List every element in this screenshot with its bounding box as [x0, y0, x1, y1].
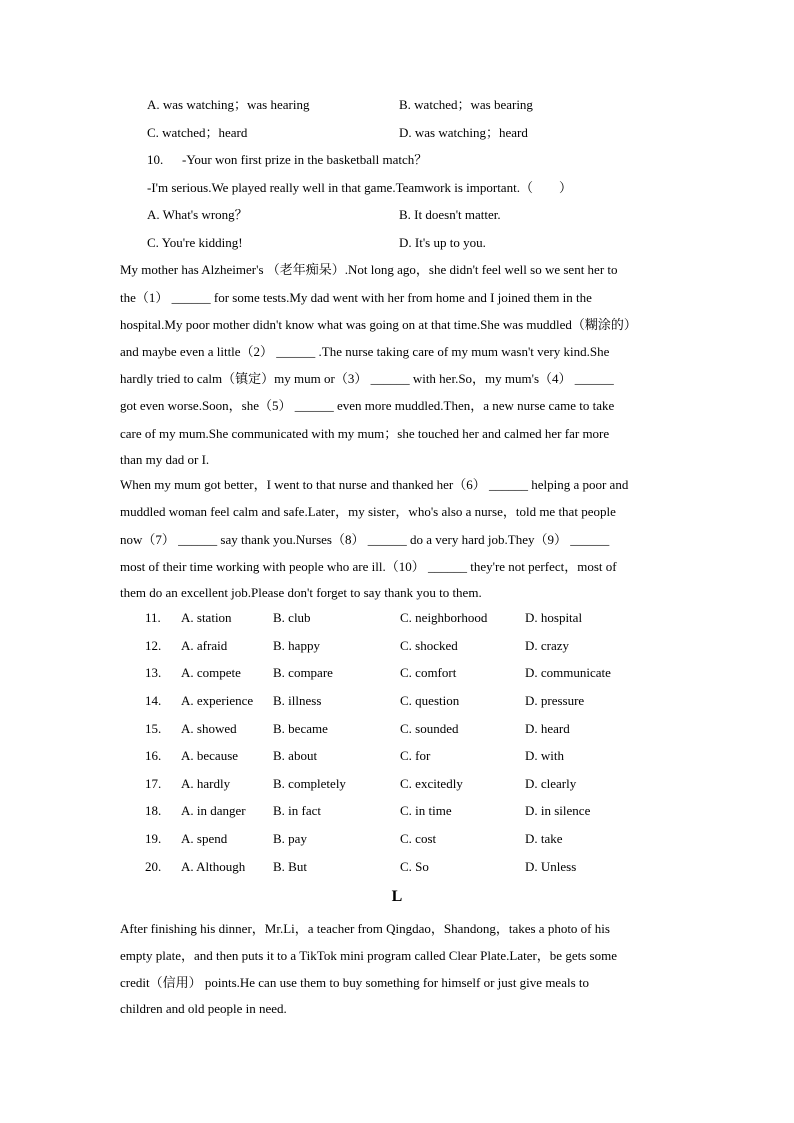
q9-option-b: B. watched；was bearing [399, 97, 533, 112]
choice-d: D. communicate [525, 665, 611, 680]
choice-c: C. question [400, 693, 460, 708]
choice-number: 20. [145, 859, 162, 874]
q9-option-c: C. watched；heard [147, 125, 248, 140]
choice-c: C. shocked [400, 638, 458, 653]
choice-d: D. in silence [525, 803, 591, 818]
choice-a: A. compete [181, 665, 241, 680]
passage-line: credit（信用） points.He can use them to buy something for himself or just give meals to [120, 975, 590, 990]
choice-a: A. station [181, 610, 232, 625]
q10-prompt: -Your won first prize in the basketball match？ [182, 152, 428, 167]
choice-d: D. take [525, 831, 563, 846]
choice-number: 11. [145, 610, 161, 625]
choice-number: 19. [145, 831, 162, 846]
choice-b: B. happy [273, 638, 320, 653]
q10-response: -I'm serious.We played really well in that game.Teamwork is important.（ ） [147, 180, 572, 195]
choice-number: 18. [145, 803, 162, 818]
passage-line: than my dad or I. [120, 452, 210, 467]
passage-line: My mother has Alzheimer's （老年痴呆）.Not long ago，she didn't feel well so we sent her to [120, 262, 618, 277]
choice-b: B. illness [273, 693, 322, 708]
choice-number: 17. [145, 776, 162, 791]
choice-a: A. showed [181, 721, 237, 736]
q10-option-c: C. You're kidding! [147, 235, 243, 250]
passage-line: most of their time working with people who are ill.（10） ______ they're not perfect，most of [120, 559, 617, 574]
choice-b: B. But [273, 859, 307, 874]
choice-d: D. heard [525, 721, 570, 736]
choice-b: B. in fact [273, 803, 322, 818]
passage-line: muddled woman feel calm and safe.Later，my sister，who's also a nurse，told me that people [120, 504, 616, 519]
choice-d: D. crazy [525, 638, 570, 653]
choice-c: C. neighborhood [400, 610, 488, 625]
passage-line: hardly tried to calm（镇定）my mum or（3） ______ with her.So，my mum's（4） ______ [120, 371, 614, 386]
choice-b: B. about [273, 748, 318, 763]
choice-number: 16. [145, 748, 162, 763]
choice-a: A. because [181, 748, 239, 763]
q9-option-a: A. was watching；was hearing [147, 97, 310, 112]
choice-b: B. compare [273, 665, 333, 680]
choice-d: D. Unless [525, 859, 577, 874]
q9-option-d: D. was watching；heard [399, 125, 528, 140]
passage-line: hospital.My poor mother didn't know what was going on at that time.She was muddled（糊涂的） [120, 317, 637, 332]
choice-b: B. completely [273, 776, 346, 791]
choice-b: B. became [273, 721, 328, 736]
passage-line: and maybe even a little（2） ______ .The nurse taking care of my mum wasn't very kind.She [120, 344, 610, 359]
choice-c: C. sounded [400, 721, 459, 736]
choice-number: 15. [145, 721, 162, 736]
choice-d: D. hospital [525, 610, 583, 625]
passage-line: care of my mum.She communicated with my mum；she touched her and calmed her far more [120, 426, 610, 441]
passage-line: empty plate，and then puts it to a TikTok mini program called Clear Plate.Later，be gets some [120, 948, 617, 963]
choice-b: B. club [273, 610, 311, 625]
choice-number: 12. [145, 638, 162, 653]
choice-c: C. excitedly [400, 776, 463, 791]
choice-number: 13. [145, 665, 162, 680]
choice-c: C. for [400, 748, 431, 763]
section-heading: L [391, 888, 403, 905]
passage-line: When my mum got better，I went to that nurse and thanked her（6） ______ helping a poor and [120, 477, 629, 492]
choice-a: A. afraid [181, 638, 228, 653]
choice-b: B. pay [273, 831, 307, 846]
choice-c: C. comfort [400, 665, 457, 680]
choice-a: A. Although [181, 859, 246, 874]
choice-a: A. spend [181, 831, 228, 846]
passage-line: now（7） ______ say thank you.Nurses（8） ______ do a very hard job.They（9） ______ [120, 532, 610, 547]
choice-number: 14. [145, 693, 162, 708]
choice-d: D. pressure [525, 693, 585, 708]
q10-number: 10. [147, 152, 164, 167]
choice-c: C. cost [400, 831, 437, 846]
choice-d: D. clearly [525, 776, 577, 791]
q10-option-a: A. What's wrong？ [147, 207, 248, 222]
choice-a: A. hardly [181, 776, 231, 791]
passage-line: got even worse.Soon，she（5） ______ even more muddled.Then，a new nurse came to take [120, 398, 615, 413]
choice-a: A. experience [181, 693, 254, 708]
passage-line: children and old people in need. [120, 1001, 287, 1016]
q10-option-b: B. It doesn't matter. [399, 207, 501, 222]
passage-line: the（1） ______ for some tests.My dad went with her from home and I joined them in the [120, 290, 592, 305]
passage-line: them do an excellent job.Please don't forget to say thank you to them. [120, 585, 482, 600]
choice-d: D. with [525, 748, 564, 763]
q10-option-d: D. It's up to you. [399, 235, 486, 250]
passage-line: After finishing his dinner，Mr.Li，a teacher from Qingdao，Shandong，takes a photo of his [120, 921, 610, 936]
choice-c: C. in time [400, 803, 452, 818]
choice-c: C. So [400, 859, 429, 874]
choice-a: A. in danger [181, 803, 246, 818]
